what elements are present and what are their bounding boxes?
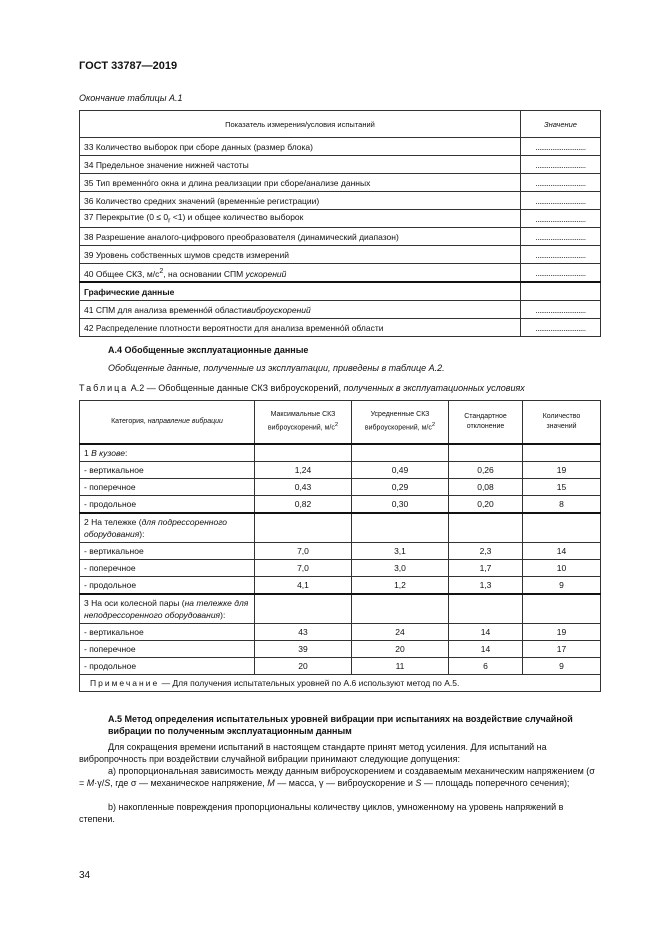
table2-count: 8 [523, 496, 601, 514]
table1-param [80, 301, 521, 319]
table2-direction: - поперечное [80, 560, 255, 577]
table2-header-max [255, 401, 352, 445]
table2-header-category-label: Категория, [111, 418, 148, 425]
table2-std: 0,26 [449, 462, 523, 479]
table2-row [80, 462, 601, 479]
param-sup: 2 [159, 266, 164, 275]
param-text: 42 Распределение плотности вероятности для анализа временно́й области [84, 322, 384, 333]
table1-param [80, 138, 521, 156]
table1-param [80, 228, 521, 246]
table2-max: 0,43 [255, 479, 352, 496]
table1-value-placeholder: ........................... [521, 319, 601, 337]
table2-std: 2,3 [449, 543, 523, 560]
table2-direction: - продольное [80, 496, 255, 514]
section-a5-p1: Для сокращения времени испытаний в настоящем стандарте принят метод усиления. Для испытаний на вибропрочность при воздействии случайной вибрации принимают следующие допущения: [79, 742, 547, 764]
table2-max: 4,1 [255, 577, 352, 595]
table2-count: 17 [523, 641, 601, 658]
table2-group1-name: В кузове [91, 448, 125, 458]
param-text-b: , на основании СПМ [163, 268, 246, 279]
table2-header-avg-label: Усредненные СКЗ виброускорений, м/с [364, 411, 432, 432]
table2-count: 14 [523, 543, 601, 560]
param-text-b: для анализа временно́й области [117, 304, 247, 315]
table2-max: 39 [255, 641, 352, 658]
table1-value-placeholder: ........................... [521, 174, 601, 192]
section-a5-p2a [79, 765, 600, 789]
table1-value-placeholder: ........................... [521, 264, 601, 283]
table1-row [80, 246, 601, 264]
table2-header-avg-sup: 2 [431, 422, 436, 429]
table2-group2-prefix: 2 На тележке ( [84, 517, 142, 527]
table1-row [80, 174, 601, 192]
table2-group2-suffix: ): [139, 529, 145, 539]
table2-group1-colon: : [124, 448, 128, 458]
section-a5-title: А.5 Метод определения испытательных уровней вибрации при испытаниях на воздействие случайной вибрации по полученным эксплуатационным данным [108, 714, 573, 736]
table1-param [80, 210, 521, 228]
table2-avg: 24 [352, 624, 449, 641]
table2-group1-title [80, 444, 255, 462]
table2-group3-suffix: ): [220, 610, 226, 620]
table1-param [80, 156, 521, 174]
table2-avg: 1,2 [352, 577, 449, 595]
param-text: 40 Общее СКЗ, м/с [84, 268, 160, 279]
table1-caption: Окончание таблицы А.1 [79, 93, 183, 103]
table2-group3-title [80, 594, 255, 624]
table2-std: 1,7 [449, 560, 523, 577]
param-text-b: <1) и общее количество выборок [170, 212, 304, 223]
param-text: 36 Количество средних значений (временны́е регистрации) [84, 195, 320, 206]
table2-avg: 0,29 [352, 479, 449, 496]
table1-row [80, 264, 601, 283]
table1-group-title: Графические данные [80, 282, 521, 301]
table2 [79, 400, 601, 692]
p2a-text-2: ·γ/ [94, 778, 105, 788]
param-text: 34 Предельное значение нижней частоты [84, 159, 249, 170]
table2-count: 15 [523, 479, 601, 496]
table2-direction: - поперечное [80, 641, 255, 658]
p2a-text-5: — площадь поперечного сечения); [421, 778, 570, 788]
table2-group3-prefix: 3 На оси колесной пары ( [84, 598, 185, 608]
table2-avg: 11 [352, 658, 449, 675]
table1-row [80, 301, 601, 319]
p2a-text-3: , где σ — механическое напряжение, [110, 778, 268, 788]
table1-row [80, 319, 601, 337]
table2-note-text: — Для получения испытательных уровней по А.6 используют метод по А.5. [159, 678, 460, 688]
table1-param [80, 264, 521, 283]
table2-row [80, 577, 601, 595]
table2-max: 43 [255, 624, 352, 641]
table1-row [80, 228, 601, 246]
table1-param [80, 174, 521, 192]
table2-direction: - продольное [80, 577, 255, 595]
table1-value-placeholder: ........................... [521, 228, 601, 246]
table2-header-max-label: Максимальные СКЗ виброускорений, м/с [267, 411, 336, 432]
table2-group3-italic: на тележке для неподрессоренного оборудования [84, 598, 249, 620]
section-a4-title: А.4 Обобщенные эксплуатационные данные [108, 345, 309, 355]
table2-group1-num: 1 [84, 448, 92, 458]
p2a-var-s2: S [415, 778, 422, 788]
table2-group2-title [80, 513, 255, 543]
table2-row [80, 560, 601, 577]
table2-max: 0,82 [255, 496, 352, 514]
param-italic: ускорений [245, 268, 287, 279]
table1-row [80, 156, 601, 174]
param-text: 37 Перекрытие (0 ≤ 0 [84, 212, 169, 223]
param-text: 38 Разрешение аналого-цифрового преобразователя (динамический диапазон) [84, 231, 399, 242]
table1-row [80, 138, 601, 156]
table2-avg: 3,1 [352, 543, 449, 560]
table1-header-value: Значение [521, 111, 601, 138]
table2-row [80, 543, 601, 560]
param-text: 39 Уровень собственных шумов средств измерений [84, 249, 289, 260]
table2-max: 7,0 [255, 543, 352, 560]
table2-avg: 0,49 [352, 462, 449, 479]
param-sub: r [168, 216, 171, 225]
table2-header-count: Количество значений [523, 401, 601, 445]
table2-std: 14 [449, 624, 523, 641]
table1-row [80, 192, 601, 210]
table2-header-category [80, 401, 255, 445]
table1-value-placeholder: ........................... [521, 210, 601, 228]
table2-std: 1,3 [449, 577, 523, 595]
table2-header-std: Стандартное отклонение [449, 401, 523, 445]
table2-direction: - вертикальное [80, 543, 255, 560]
table2-max: 7,0 [255, 560, 352, 577]
table2-caption [79, 382, 525, 394]
table2-title-italic: полученных в эксплуатационных условиях [343, 383, 525, 393]
page-number: 34 [79, 870, 91, 881]
table2-direction: - поперечное [80, 479, 255, 496]
table2-avg: 0,30 [352, 496, 449, 514]
table1-value-placeholder: ........................... [521, 156, 601, 174]
table2-max: 1,24 [255, 462, 352, 479]
table2-row [80, 658, 601, 675]
section-a5-p2b: b) накопленные повреждения пропорциональны количеству циклов, умноженному на уровень напряжений в степени. [79, 802, 564, 824]
table1-param [80, 192, 521, 210]
table2-direction: - продольное [80, 658, 255, 675]
table2-header-category-italic: направление вибрации [147, 418, 223, 425]
table2-count: 19 [523, 462, 601, 479]
p2a-var-m2: M [267, 778, 275, 788]
param-text: 41 СПМ [84, 304, 118, 315]
table2-count: 9 [523, 577, 601, 595]
table2-row [80, 624, 601, 641]
table1-header-param: Показатель измерения/условия испытаний [80, 111, 521, 138]
table2-row [80, 641, 601, 658]
p2a-var-m: M [86, 778, 95, 788]
table1-value-placeholder: ........................... [521, 138, 601, 156]
table2-count: 10 [523, 560, 601, 577]
table2-title: А.2 — Обобщенные данные СКЗ виброускорений, [128, 383, 344, 393]
table2-direction: - вертикальное [80, 624, 255, 641]
table2-direction: - вертикальное [80, 462, 255, 479]
p2a-text-1: а) пропорциональная зависимость между данным виброускорением и создаваемым механическим напряжением (σ = [79, 766, 595, 788]
document-id: ГОСТ 33787—2019 [79, 60, 178, 72]
table2-avg: 20 [352, 641, 449, 658]
p2a-text-4: — масса, γ — виброускорение и [274, 778, 416, 788]
param-italic: виброускорений [246, 304, 311, 315]
table1-value-placeholder: ........................... [521, 301, 601, 319]
param-text: 33 Количество выборок при сборе данных (размер блока) [84, 141, 313, 152]
table2-header-max-sup: 2 [334, 422, 339, 429]
table2-count: 19 [523, 624, 601, 641]
table2-label: Таблица [79, 383, 129, 393]
table1-param [80, 319, 521, 337]
table2-group2-italic: для подрессоренного оборудования [84, 517, 228, 539]
section-a4-intro: Обобщенные данные, полученные из эксплуатации, приведены в таблице А.2. [108, 363, 445, 373]
table2-note [80, 675, 601, 692]
table2-std: 14 [449, 641, 523, 658]
table1-value-placeholder: ........................... [521, 192, 601, 210]
table2-std: 0,20 [449, 496, 523, 514]
table2-max: 20 [255, 658, 352, 675]
table2-avg: 3,0 [352, 560, 449, 577]
table1-param [80, 246, 521, 264]
table1-row [80, 210, 601, 228]
table1 [79, 110, 601, 337]
table2-row [80, 496, 601, 514]
param-text: 35 Тип временно́го окна и длина реализации при сборе/анализе данных [84, 177, 371, 188]
table2-std: 0,08 [449, 479, 523, 496]
table2-std: 6 [449, 658, 523, 675]
table2-header-avg [352, 401, 449, 445]
table2-row [80, 479, 601, 496]
table1-value-placeholder: ........................... [521, 246, 601, 264]
table2-count: 9 [523, 658, 601, 675]
table2-note-label: Примечание [90, 678, 160, 688]
p2a-var-s: S [104, 778, 111, 788]
